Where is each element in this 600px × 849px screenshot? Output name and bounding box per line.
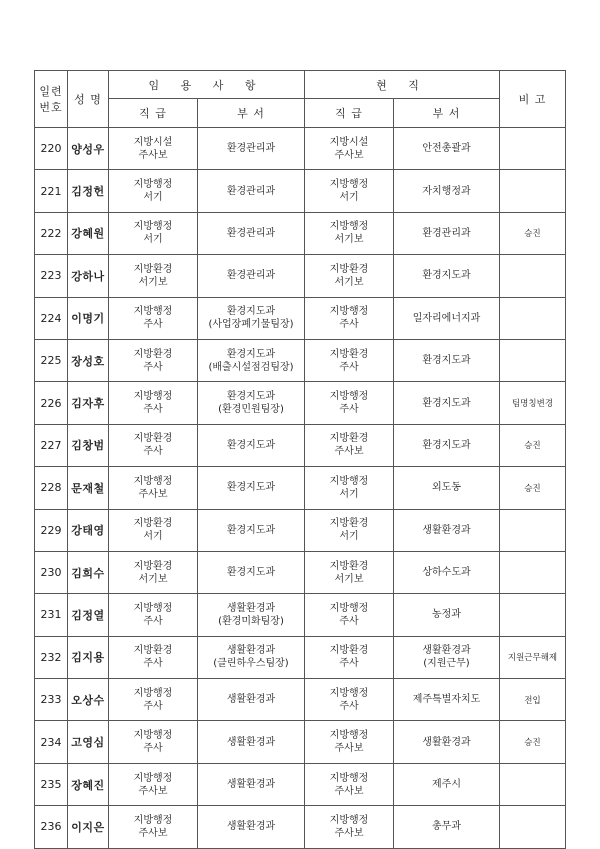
table-row [35,297,566,339]
person-name-cell: 김정헌 [68,170,109,212]
appointment-dept-cell [198,551,305,593]
current-dept-cell-line: 총무과 [432,821,461,833]
appointment-rank-cell-line: 지방행정 [133,221,173,233]
serial-number-cell: 223 [35,255,68,297]
appointment-dept-cell [198,763,305,805]
current-rank-cell [305,763,394,805]
current-dept-cell-line: 외도동 [432,482,461,494]
current-dept-cell [394,679,500,721]
current-rank-cell-line: 지방행정 [329,179,369,191]
serial-header-line2: 번호 [39,101,63,114]
appointment-rank-cell [109,636,198,678]
current-dept-cell-line: 상하수도과 [422,567,471,579]
appointment-rank-cell-line: 지방환경 [133,263,173,275]
current-dept-cell [394,382,500,424]
table-row [35,467,566,509]
current-dept-cell [394,424,500,466]
current-dept-cell [394,339,500,381]
current-rank-cell [305,170,394,212]
appointment-rank-cell [109,806,198,848]
appointment-rank-cell-line: 주사 [143,700,163,712]
appointment-table [34,70,566,849]
appointment-dept-cell [198,297,305,339]
current-rank-cell [305,509,394,551]
person-name-cell: 이지은 [68,806,109,848]
current-rank-cell [305,339,394,381]
remark-cell [500,763,566,805]
table-row [35,382,566,424]
current-rank-cell-line: 지방행정 [329,306,369,318]
remark-cell: 팀명칭변경 [500,382,566,424]
person-name-cell: 강혜원 [68,212,109,254]
current-rank-cell-line: 서기보 [334,276,364,288]
appointment-dept-cell [198,255,305,297]
remark-cell: 지원근무해제 [500,636,566,678]
current-dept-cell [394,721,500,763]
table-row [35,509,566,551]
appointment-rank-cell-line: 주사보 [138,488,168,500]
appointment-rank-cell-line: 지방행정 [133,814,173,826]
appointment-rank-cell-line: 서기 [143,531,163,543]
appointment-dept-cell [198,679,305,721]
appointment-dept-cell-line: 환경지도과 [226,567,276,579]
appointment-rank-cell-line: 주사보 [138,785,168,797]
appointment-dept-cell-line: 환경관리과 [226,227,276,239]
current-rank-cell-line: 서기 [339,531,359,543]
person-name-cell: 김희수 [68,551,109,593]
remark-cell [500,339,566,381]
appointment-rank-cell [109,339,198,381]
current-dept-cell-line: 환경관리과 [422,227,471,239]
serial-number-cell: 226 [35,382,68,424]
current-position-header: 현 직 [305,71,500,99]
current-rank-cell-line: 지방환경 [329,645,369,657]
current-rank-cell-line: 지방행정 [329,814,369,826]
current-dept-cell-line: 생활환경과 [422,736,471,748]
current-rank-cell-line: 주사보 [334,827,364,839]
remark-cell: 승진 [500,467,566,509]
appointment-rank-cell-line: 주사보 [138,149,168,161]
appointment-rank-cell-line: 지방환경 [133,645,173,657]
person-name-cell: 양성우 [68,128,109,170]
person-name-cell: 고영심 [68,721,109,763]
appointment-dept-cell-line: 환경지도과 [226,348,276,360]
table-row [35,212,566,254]
current-rank-cell [305,721,394,763]
table-row [35,255,566,297]
current-rank-cell-line: 지방행정 [329,475,369,487]
appointment-rank-cell [109,467,198,509]
appointment-table-sheet [34,70,565,849]
current-dept-cell-line: 환경지도과 [422,355,471,367]
serial-number-cell: 221 [35,170,68,212]
appointment-dept-cell [198,636,305,678]
table-row [35,721,566,763]
remark-header: 비 고 [500,71,566,128]
appointment-dept-cell-line: 생활환경과 [226,694,276,706]
table-row [35,636,566,678]
remark-cell: 전입 [500,679,566,721]
appointment-dept-cell [198,467,305,509]
appointment-dept-cell [198,594,305,636]
appointment-rank-cell [109,170,198,212]
appointment-header: 임 용 사 항 [109,71,305,99]
current-rank-cell-line: 주사 [339,700,359,712]
appointment-rank-cell-line: 지방환경 [133,433,173,445]
current-rank-cell-line: 지방환경 [329,433,369,445]
current-dept-cell-line: 일자리에너지과 [412,312,481,324]
serial-number-cell: 222 [35,212,68,254]
current-dept-cell [394,297,500,339]
appointment-rank-cell-line: 지방행정 [133,475,173,487]
current-dept-cell [394,806,500,848]
remark-cell: 승진 [500,721,566,763]
serial-header-line1: 일련 [39,85,63,98]
serial-number-cell: 231 [35,594,68,636]
current-dept-cell [394,551,500,593]
appointment-rank-cell-line: 지방행정 [133,391,173,403]
person-name-cell: 김자후 [68,382,109,424]
appointment-dept-cell-line: 환경관리과 [226,143,276,155]
appointment-rank-cell [109,212,198,254]
current-dept-cell-line: (지원근무) [423,658,470,670]
remark-cell: 승진 [500,212,566,254]
table-body [35,128,566,849]
serial-number-cell: 224 [35,297,68,339]
appointment-rank-cell-line: 지방환경 [133,348,173,360]
appointment-rank-cell-line: 주사 [143,615,163,627]
current-rank-cell [305,679,394,721]
current-rank-cell-line: 지방행정 [329,772,369,784]
appointment-rank-cell [109,255,198,297]
appointment-dept-cell [198,509,305,551]
serial-number-cell: 230 [35,551,68,593]
current-rank-cell [305,212,394,254]
appointment-dept-cell-line: (환경민원팀장) [218,404,284,416]
remark-cell [500,297,566,339]
appointment-rank-cell-line: 서기보 [138,573,168,585]
appointment-rank-cell [109,382,198,424]
appointment-dept-cell [198,339,305,381]
current-rank-cell [305,551,394,593]
appointment-dept-cell-line: 환경관리과 [226,270,276,282]
remark-cell [500,170,566,212]
current-rank-cell-line: 지방환경 [329,560,369,572]
current-rank-cell [305,382,394,424]
appointment-rank-cell-line: 지방행정 [133,730,173,742]
current-dept-cell [394,763,500,805]
appointment-rank-cell [109,721,198,763]
appointment-dept-cell [198,721,305,763]
appointment-rank-cell-line: 서기 [143,192,163,204]
appointment-rank-cell-line: 지방행정 [133,179,173,191]
current-rank-cell-line: 지방행정 [329,730,369,742]
person-name-cell: 장성호 [68,339,109,381]
appointment-dept-header: 부 서 [198,99,305,128]
appointment-rank-cell-line: 지방환경 [133,560,173,572]
current-dept-cell-line: 환경지도과 [422,397,471,409]
current-dept-cell [394,636,500,678]
current-rank-cell [305,128,394,170]
serial-number-cell: 233 [35,679,68,721]
appointment-rank-cell-line: 주사보 [138,827,168,839]
appointment-rank-cell [109,594,198,636]
current-dept-cell [394,255,500,297]
appointment-dept-cell [198,382,305,424]
appointment-rank-cell-line: 주사 [143,319,163,331]
current-dept-cell-line: 제주시 [432,779,461,791]
current-rank-cell-line: 지방행정 [329,687,369,699]
appointment-dept-cell-line: (사업장폐기물팀장) [208,319,294,331]
current-dept-cell [394,467,500,509]
table-row [35,594,566,636]
appointment-dept-cell-line: 생활환경과 [226,645,276,657]
person-name-cell: 오상수 [68,679,109,721]
appointment-rank-cell [109,679,198,721]
serial-number-cell: 235 [35,763,68,805]
remark-cell [500,128,566,170]
serial-number-cell: 220 [35,128,68,170]
person-name-cell: 문재철 [68,467,109,509]
remark-cell: 승진 [500,424,566,466]
current-dept-cell [394,509,500,551]
current-rank-cell-line: 주사 [339,615,359,627]
appointment-dept-cell-line: 생활환경과 [226,821,276,833]
serial-number-cell: 228 [35,467,68,509]
appointment-rank-cell-line: 주사 [143,404,163,416]
appointment-dept-cell-line: 생활환경과 [226,602,276,614]
current-rank-cell-line: 주사보 [334,743,364,755]
appointment-rank-cell-line: 지방시설 [133,136,173,148]
current-dept-cell-line: 안전총괄과 [422,143,471,155]
current-rank-cell-line: 지방행정 [329,221,369,233]
current-rank-cell [305,594,394,636]
appointment-dept-cell-line: 생활환경과 [226,736,276,748]
current-dept-cell-line: 자치행정과 [422,185,471,197]
current-rank-cell-line: 주사 [339,658,359,670]
person-name-cell: 강태영 [68,509,109,551]
table-row [35,679,566,721]
table-row [35,806,566,848]
appointment-rank-cell-line: 지방행정 [133,772,173,784]
appointment-rank-cell-line: 주사 [143,743,163,755]
current-rank-header: 직 급 [305,99,394,128]
remark-cell [500,509,566,551]
appointment-dept-cell [198,806,305,848]
appointment-rank-cell-line: 지방행정 [133,687,173,699]
appointment-dept-cell-line: 환경지도과 [226,391,276,403]
table-row [35,763,566,805]
appointment-rank-cell [109,763,198,805]
appointment-rank-cell-line: 주사 [143,658,163,670]
appointment-dept-cell-line: 생활환경과 [226,779,276,791]
appointment-rank-cell [109,297,198,339]
current-rank-cell-line: 지방환경 [329,263,369,275]
person-name-cell: 장혜진 [68,763,109,805]
current-dept-cell [394,170,500,212]
table-row [35,424,566,466]
serial-number-header [35,71,68,128]
table-row [35,170,566,212]
serial-number-cell: 229 [35,509,68,551]
person-name-cell: 이명기 [68,297,109,339]
serial-number-cell: 227 [35,424,68,466]
table-row [35,339,566,381]
table-row [35,128,566,170]
current-rank-cell-line: 주사 [339,361,359,373]
current-rank-cell-line: 서기보 [334,573,364,585]
appointment-rank-header: 직 급 [109,99,198,128]
current-dept-header: 부 서 [394,99,500,128]
current-rank-cell-line: 서기 [339,488,359,500]
appointment-dept-cell-line: 환경지도과 [226,524,276,536]
current-rank-cell-line: 주사보 [334,149,364,161]
current-dept-cell-line: 환경지도과 [422,439,471,451]
table-row [35,551,566,593]
remark-cell [500,806,566,848]
appointment-dept-cell-line: 환경지도과 [226,306,276,318]
current-rank-cell-line: 지방환경 [329,348,369,360]
current-rank-cell-line: 지방환경 [329,518,369,530]
current-rank-cell [305,467,394,509]
appointment-rank-cell-line: 주사 [143,361,163,373]
remark-cell [500,594,566,636]
appointment-dept-cell [198,212,305,254]
remark-cell [500,255,566,297]
current-rank-cell [305,255,394,297]
current-rank-cell [305,636,394,678]
appointment-dept-cell-line: 환경지도과 [226,482,276,494]
appointment-dept-cell [198,424,305,466]
current-dept-cell-line: 생활환경과 [422,524,471,536]
current-dept-cell [394,594,500,636]
appointment-rank-cell-line: 지방행정 [133,602,173,614]
person-name-cell: 강하나 [68,255,109,297]
current-rank-cell-line: 지방시설 [329,136,369,148]
appointment-dept-cell [198,170,305,212]
current-dept-cell-line: 환경지도과 [422,270,471,282]
appointment-rank-cell [109,551,198,593]
appointment-rank-cell-line: 지방행정 [133,306,173,318]
appointment-rank-cell-line: 주사 [143,446,163,458]
current-rank-cell [305,806,394,848]
current-rank-cell-line: 주사 [339,319,359,331]
current-rank-cell-line: 지방행정 [329,602,369,614]
current-dept-cell-line: 제주특별자치도 [412,694,481,706]
current-rank-cell [305,297,394,339]
remark-cell [500,551,566,593]
appointment-dept-cell-line: 환경지도과 [226,439,276,451]
appointment-dept-cell-line: 환경관리과 [226,185,276,197]
appointment-dept-cell-line: (배출시설점검팀장) [208,361,294,373]
current-dept-cell-line: 농정과 [432,609,461,621]
current-dept-cell [394,212,500,254]
appointment-dept-cell-line: (클린하우스팀장) [213,658,289,670]
current-rank-cell-line: 주사 [339,404,359,416]
current-rank-cell-line: 지방행정 [329,391,369,403]
current-rank-cell-line: 주사보 [334,446,364,458]
appointment-rank-cell-line: 서기보 [138,276,168,288]
appointment-rank-cell [109,509,198,551]
appointment-dept-cell [198,128,305,170]
appointment-rank-cell [109,424,198,466]
current-rank-cell [305,424,394,466]
serial-number-cell: 225 [35,339,68,381]
person-name-cell: 김지용 [68,636,109,678]
name-header: 성 명 [68,71,109,128]
current-rank-cell-line: 서기보 [334,234,364,246]
current-dept-cell-line: 생활환경과 [422,645,471,657]
serial-number-cell: 234 [35,721,68,763]
serial-number-cell: 232 [35,636,68,678]
person-name-cell: 김창범 [68,424,109,466]
current-rank-cell-line: 주사보 [334,785,364,797]
appointment-rank-cell-line: 서기 [143,234,163,246]
person-name-cell: 김정열 [68,594,109,636]
appointment-rank-cell-line: 지방환경 [133,518,173,530]
current-rank-cell-line: 서기 [339,192,359,204]
appointment-dept-cell-line: (환경미화팀장) [218,615,284,627]
serial-number-cell: 236 [35,806,68,848]
current-dept-cell [394,128,500,170]
appointment-rank-cell [109,128,198,170]
